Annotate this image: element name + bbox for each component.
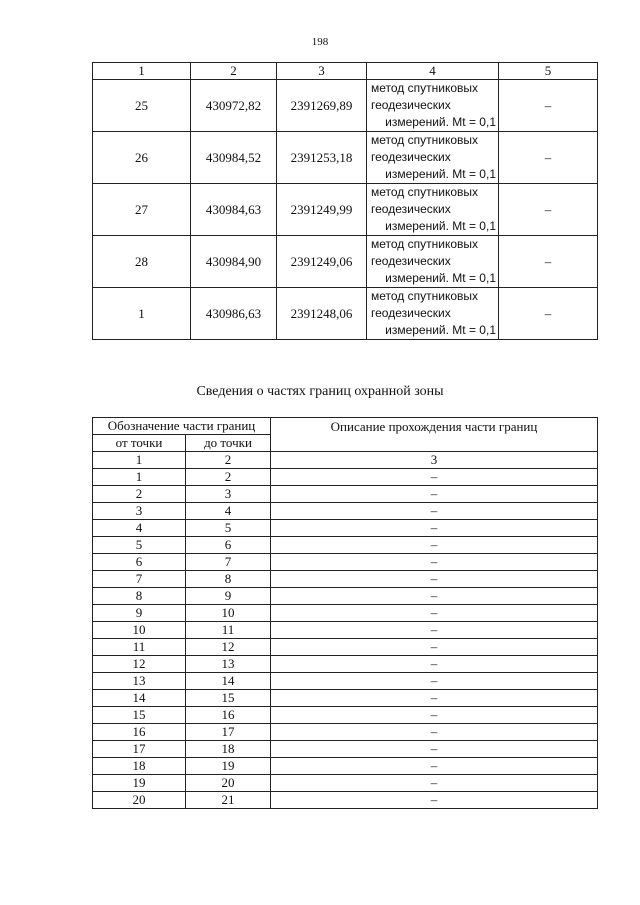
table-row [93,503,598,520]
from-point: 6 [93,554,186,571]
method-line: измерений. Mt = 0,1 [385,167,496,181]
to-point: 2 [186,469,271,486]
note-cell: – [499,132,598,184]
coordinate-y: 2391249,99 [277,184,367,236]
table-row [93,792,598,809]
note-cell: – [499,184,598,236]
part-description: – [271,537,598,554]
table-row [93,132,598,184]
table-row [93,639,598,656]
table-row [93,184,598,236]
table-row [93,724,598,741]
to-point: 10 [186,605,271,622]
method-line: метод спутниковых [371,237,479,251]
part-description: – [271,758,598,775]
method-description [367,132,499,184]
part-description: – [271,469,598,486]
coordinate-y: 2391249,06 [277,236,367,288]
header-group: Обозначение части границ [93,418,271,435]
to-point: 13 [186,656,271,673]
part-description: – [271,520,598,537]
method-line: метод спутниковых [371,133,479,147]
coordinate-y: 2391269,89 [277,80,367,132]
to-point: 5 [186,520,271,537]
part-description: – [271,724,598,741]
table-row [93,656,598,673]
from-point: 7 [93,571,186,588]
to-point: 8 [186,571,271,588]
part-description: – [271,503,598,520]
note-cell: – [499,236,598,288]
part-description: – [271,486,598,503]
table-row [93,80,598,132]
method-line: измерений. Mt = 0,1 [385,219,496,233]
table-row [93,554,598,571]
column-number: 1 [93,452,186,469]
from-point: 12 [93,656,186,673]
method-line: измерений. Mt = 0,1 [385,323,496,337]
part-description: – [271,775,598,792]
from-point: 10 [93,622,186,639]
table-row [93,520,598,537]
method-line: геодезических [371,150,451,164]
part-description: – [271,707,598,724]
table-row [93,707,598,724]
note-cell: – [499,288,598,340]
table-row [93,588,598,605]
from-point: 15 [93,707,186,724]
from-point: 9 [93,605,186,622]
part-description: – [271,554,598,571]
table-row [93,758,598,775]
table-row [93,605,598,622]
table-row [93,236,598,288]
to-point: 3 [186,486,271,503]
column-header: 3 [277,63,367,80]
method-line: геодезических [371,202,451,216]
table-row [93,469,598,486]
table-row [93,673,598,690]
coordinate-x: 430984,52 [191,132,277,184]
part-description: – [271,656,598,673]
from-point: 14 [93,690,186,707]
column-number: 3 [271,452,598,469]
header-from-point: от точки [93,435,186,452]
from-point: 2 [93,486,186,503]
table-row [93,486,598,503]
table-row [93,288,598,340]
from-point: 20 [93,792,186,809]
method-line: геодезических [371,98,451,112]
part-description: – [271,673,598,690]
table-row [93,571,598,588]
part-description: – [271,605,598,622]
point-number: 27 [93,184,191,236]
note-cell: – [499,80,598,132]
header-to-point: до точки [186,435,271,452]
from-point: 11 [93,639,186,656]
coordinate-x: 430984,63 [191,184,277,236]
part-description: – [271,792,598,809]
method-description [367,288,499,340]
from-point: 8 [93,588,186,605]
section-title: Сведения о частях границ охранной зоны [196,384,444,399]
part-description: – [271,690,598,707]
from-point: 16 [93,724,186,741]
part-description: – [271,639,598,656]
coordinate-x: 430972,82 [191,80,277,132]
to-point: 15 [186,690,271,707]
from-point: 5 [93,537,186,554]
table-row [93,775,598,792]
part-description: – [271,571,598,588]
method-line: метод спутниковых [371,289,479,303]
to-point: 11 [186,622,271,639]
method-line: метод спутниковых [371,81,479,95]
method-description [367,80,499,132]
from-point: 13 [93,673,186,690]
header-description: Описание прохождения части границ [271,418,598,452]
from-point: 1 [93,469,186,486]
to-point: 7 [186,554,271,571]
to-point: 18 [186,741,271,758]
parts-header-row [93,418,598,435]
coordinates-header-row [93,63,598,80]
column-header: 2 [191,63,277,80]
to-point: 4 [186,503,271,520]
to-point: 19 [186,758,271,775]
part-description: – [271,622,598,639]
to-point: 21 [186,792,271,809]
to-point: 17 [186,724,271,741]
point-number: 1 [93,288,191,340]
method-line: измерений. Mt = 0,1 [385,115,496,129]
boundary-parts-table [92,417,598,809]
table-row [93,622,598,639]
method-description [367,236,499,288]
to-point: 20 [186,775,271,792]
table-row [93,741,598,758]
to-point: 14 [186,673,271,690]
page-number: 198 [311,36,329,48]
method-line: геодезических [371,254,451,268]
coordinate-x: 430984,90 [191,236,277,288]
method-line: измерений. Mt = 0,1 [385,271,496,285]
from-point: 17 [93,741,186,758]
table-row [93,537,598,554]
to-point: 6 [186,537,271,554]
to-point: 9 [186,588,271,605]
from-point: 18 [93,758,186,775]
point-number: 28 [93,236,191,288]
coordinate-y: 2391248,06 [277,288,367,340]
coordinates-table [92,62,598,340]
from-point: 19 [93,775,186,792]
method-line: геодезических [371,306,451,320]
column-header: 5 [499,63,598,80]
to-point: 16 [186,707,271,724]
method-line: метод спутниковых [371,185,479,199]
to-point: 12 [186,639,271,656]
coordinate-y: 2391253,18 [277,132,367,184]
from-point: 3 [93,503,186,520]
part-description: – [271,741,598,758]
coordinate-x: 430986,63 [191,288,277,340]
table-row [93,690,598,707]
part-description: – [271,588,598,605]
point-number: 25 [93,80,191,132]
column-number: 2 [186,452,271,469]
parts-numbering-row [93,452,598,469]
point-number: 26 [93,132,191,184]
method-description [367,184,499,236]
column-header: 1 [93,63,191,80]
from-point: 4 [93,520,186,537]
column-header: 4 [367,63,499,80]
